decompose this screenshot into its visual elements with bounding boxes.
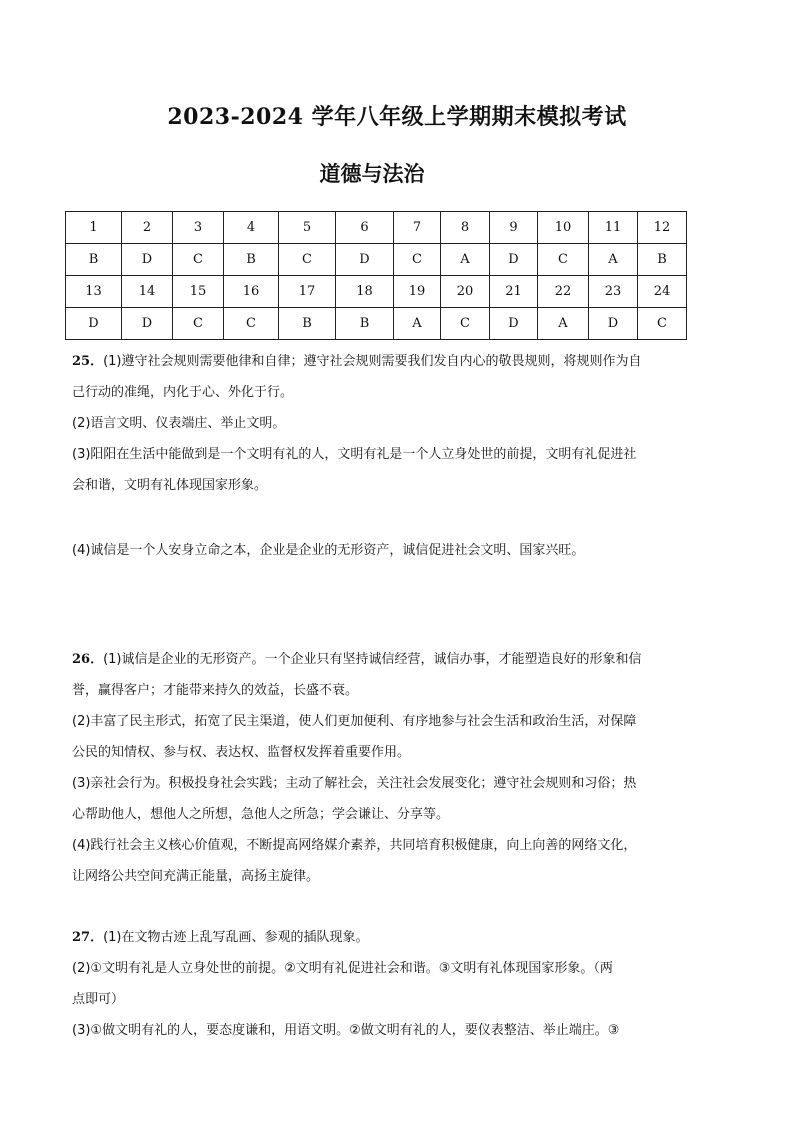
q26-part3-line2: 心帮助他人，想他人之所想，急他人之所急；学会谦让、分享等。 xyxy=(72,807,450,822)
question-number-cell: 19 xyxy=(394,276,441,308)
answer-row xyxy=(66,308,687,340)
q27-part2-line2: 点即可） xyxy=(72,992,125,1007)
answer-cell: C xyxy=(394,244,441,276)
q25-part1-cont: 己行动的准绳，内化于心、外化于行。 xyxy=(72,385,294,400)
q25-part2: (2)语言文明、仪表端庄、举止文明。 xyxy=(72,416,286,431)
answer-cell: C xyxy=(279,244,336,276)
answer-cell: C xyxy=(638,308,687,340)
answer-cell: D xyxy=(66,308,122,340)
q26-number: 26． xyxy=(72,652,104,667)
question-number-cell: 16 xyxy=(224,276,279,308)
question-number-cell: 11 xyxy=(589,212,638,244)
answer-cell: C xyxy=(224,308,279,340)
q27-part2-line1: (2)①文明有礼是人立身处世的前提。②文明有礼促进社会和谐。③文明有礼体现国家形象。（两 xyxy=(72,961,613,976)
exam-title: 2023-2024 学年八年级上学期期末模拟考试 xyxy=(167,104,627,130)
answer-cell: D xyxy=(589,308,638,340)
answer-content xyxy=(72,346,680,1046)
question-number-cell: 4 xyxy=(224,212,279,244)
answer-cell: D xyxy=(490,244,538,276)
answer-cell: C xyxy=(538,244,589,276)
q26-part2-line1: (2)丰富了民主形式，拓宽了民主渠道，使人们更加便利、有序地参与社会生活和政治生活，对保障 xyxy=(72,714,637,729)
answer-cell: A xyxy=(589,244,638,276)
answer-cell: B xyxy=(336,308,394,340)
question-number-cell: 14 xyxy=(122,276,173,308)
question-number-cell: 6 xyxy=(336,212,394,244)
question-number-cell: 7 xyxy=(394,212,441,244)
q26-part2-line2: 公民的知情权、参与权、表达权、监督权发挥着重要作用。 xyxy=(72,745,411,760)
question-number-cell: 23 xyxy=(589,276,638,308)
q27-part3-line1: (3)①做文明有礼的人，要态度谦和，用语文明。②做文明有礼的人，要仪表整洁、举止端庄。③ xyxy=(72,1023,620,1038)
q27-part1 xyxy=(72,922,680,953)
question-number-cell: 2 xyxy=(122,212,173,244)
q26-part3-line1: (3)亲社会行为。积极投身社会实践；主动了解社会，关注社会发展变化；遵守社会规则和习俗；热 xyxy=(72,776,637,791)
answer-row xyxy=(66,244,687,276)
q25-part3-line1: (3)阳阳在生活中能做到是一个文明有礼的人，文明有礼是一个人立身处世的前提，文明有礼促进社 xyxy=(72,447,637,462)
question-number-cell: 5 xyxy=(279,212,336,244)
q25-part1 xyxy=(72,346,680,377)
question-number-cell: 18 xyxy=(336,276,394,308)
answer-cell: B xyxy=(224,244,279,276)
answer-table xyxy=(65,211,687,340)
answer-cell: C xyxy=(173,308,224,340)
question-number-cell: 8 xyxy=(441,212,490,244)
question-number-cell: 13 xyxy=(66,276,122,308)
answer-cell: D xyxy=(336,244,394,276)
question-number-cell: 20 xyxy=(441,276,490,308)
answer-cell: B xyxy=(279,308,336,340)
answer-cell: C xyxy=(441,308,490,340)
answer-cell: A xyxy=(538,308,589,340)
answer-cell: C xyxy=(173,244,224,276)
q26-part1-cont: 誉，赢得客户；才能带来持久的效益，长盛不衰。 xyxy=(72,683,359,698)
q27-number: 27． xyxy=(72,930,104,945)
q26-part4-line2: 让网络公共空间充满正能量，高扬主旋律。 xyxy=(72,869,320,884)
q26-part1 xyxy=(72,644,680,675)
question-number-cell: 10 xyxy=(538,212,589,244)
question-number-cell: 22 xyxy=(538,276,589,308)
answer-cell: B xyxy=(638,244,687,276)
answer-cell: A xyxy=(441,244,490,276)
answer-cell: A xyxy=(394,308,441,340)
question-number-cell: 3 xyxy=(173,212,224,244)
question-number-cell: 9 xyxy=(490,212,538,244)
answer-cell: D xyxy=(122,308,173,340)
question-number-cell: 15 xyxy=(173,276,224,308)
subject-title: 道德与法治 xyxy=(319,162,425,186)
q25-part1-line1: (1)遵守社会规则需要他律和自律；遵守社会规则需要我们发自内心的敬畏规则，将规则作为自 xyxy=(103,354,642,369)
question-number-cell: 1 xyxy=(66,212,122,244)
question-number-cell: 21 xyxy=(490,276,538,308)
question-number-cell: 12 xyxy=(638,212,687,244)
question-number-row xyxy=(66,212,687,244)
answer-cell: D xyxy=(490,308,538,340)
q25-part4: (4)诚信是一个人安身立命之本，企业是企业的无形资产，诚信促进社会文明、国家兴旺。 xyxy=(72,543,585,558)
answer-cell: D xyxy=(122,244,173,276)
question-number-cell: 17 xyxy=(279,276,336,308)
q26-part4-line1: (4)践行社会主义核心价值观，不断提高网络媒介素养，共同培育积极健康，向上向善的网络文化， xyxy=(72,838,637,853)
answer-cell: B xyxy=(66,244,122,276)
q26-part1-line1: (1)诚信是企业的无形资产。一个企业只有坚持诚信经营，诚信办事，才能塑造良好的形象和信 xyxy=(103,652,642,667)
q27-part1-text: (1)在文物古迹上乱写乱画、参观的插队现象。 xyxy=(103,930,369,945)
question-number-row xyxy=(66,276,687,308)
question-number-cell: 24 xyxy=(638,276,687,308)
q25-part3-line2: 会和谐，文明有礼体现国家形象。 xyxy=(72,478,268,493)
q25-number: 25． xyxy=(72,354,104,369)
